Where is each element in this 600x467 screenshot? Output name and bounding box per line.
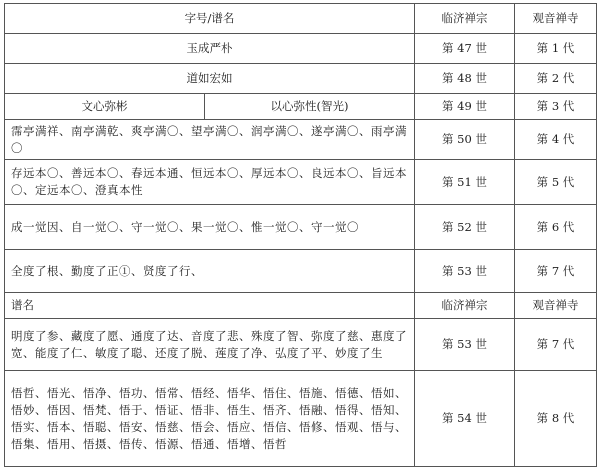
guanyin-cell: 第 7 代: [515, 250, 597, 293]
names-cell: 道如宏如: [5, 64, 415, 94]
linji-cell: 第 49 世: [415, 94, 515, 120]
names-cell: 全度了根、勤度了正①、贤度了行、: [5, 250, 415, 293]
header-guanyin: 观音禅寺: [515, 4, 597, 34]
table-row: [5, 94, 597, 120]
linji-cell: 第 48 世: [415, 64, 515, 94]
guanyin-cell: 第 4 代: [515, 120, 597, 160]
table-row: [5, 120, 597, 160]
table-row: [5, 64, 597, 94]
table-row: [5, 250, 597, 293]
names-cell: 霈亭满祥、南亭满乾、爽亭满〇、望亭满〇、润亭满〇、遂亭满〇、雨亭满〇: [5, 120, 415, 160]
linji-cell: 第 54 世: [415, 371, 515, 467]
linji-cell: 第 51 世: [415, 160, 515, 205]
linji-cell: 第 52 世: [415, 205, 515, 250]
names-cell-b: 以心弥性(智光): [205, 94, 415, 120]
header-linji: 临济禅宗: [415, 4, 515, 34]
header-names: 字号/谱名: [5, 4, 415, 34]
header2-names: 谱名: [5, 293, 415, 319]
table-row: [5, 319, 597, 371]
header2-guanyin: 观音禅寺: [515, 293, 597, 319]
names-cell: 玉成严朴: [5, 34, 415, 64]
names-cell: 成一觉因、自一觉〇、守一觉〇、果一觉〇、惟一觉〇、守一觉〇: [5, 205, 415, 250]
linji-cell: 第 53 世: [415, 319, 515, 371]
table-row: [5, 205, 597, 250]
guanyin-cell: 第 6 代: [515, 205, 597, 250]
table-subheader-row: [5, 293, 597, 319]
guanyin-cell: 第 8 代: [515, 371, 597, 467]
guanyin-cell: 第 3 代: [515, 94, 597, 120]
linji-cell: 第 47 世: [415, 34, 515, 64]
table-row: [5, 371, 597, 467]
linji-cell: 第 50 世: [415, 120, 515, 160]
guanyin-cell: 第 1 代: [515, 34, 597, 64]
linji-cell: 第 53 世: [415, 250, 515, 293]
header2-linji: 临济禅宗: [415, 293, 515, 319]
table-row: [5, 160, 597, 205]
names-cell-a: 文心弥彬: [5, 94, 205, 120]
guanyin-cell: 第 2 代: [515, 64, 597, 94]
table-row: [5, 34, 597, 64]
names-cell: 悟哲、悟光、悟净、悟功、悟常、悟经、悟华、悟住、悟施、悟德、悟如、悟妙、悟因、悟梵、悟于、悟证、悟非、悟生、悟齐、悟融、悟得、悟知、悟实、悟本、悟聪、悟安、悟慈、悟会、悟应、悟信、悟修、悟观、悟与、悟集、悟用、悟摄、悟传、悟源、悟通、悟增、悟哲: [5, 371, 415, 467]
table-header-row: [5, 4, 597, 34]
names-cell: 存远本〇、善远本〇、春远本通、恒远本〇、厚远本〇、良远本〇、旨远本〇、定远本〇、澄真本性: [5, 160, 415, 205]
guanyin-cell: 第 5 代: [515, 160, 597, 205]
guanyin-cell: 第 7 代: [515, 319, 597, 371]
lineage-table: [4, 3, 597, 467]
names-cell: 明度了参、藏度了愿、通度了达、音度了悲、殊度了智、弥度了慈、惠度了宽、能度了仁、敏度了聪、还度了脱、莲度了净、弘度了平、妙度了生: [5, 319, 415, 371]
